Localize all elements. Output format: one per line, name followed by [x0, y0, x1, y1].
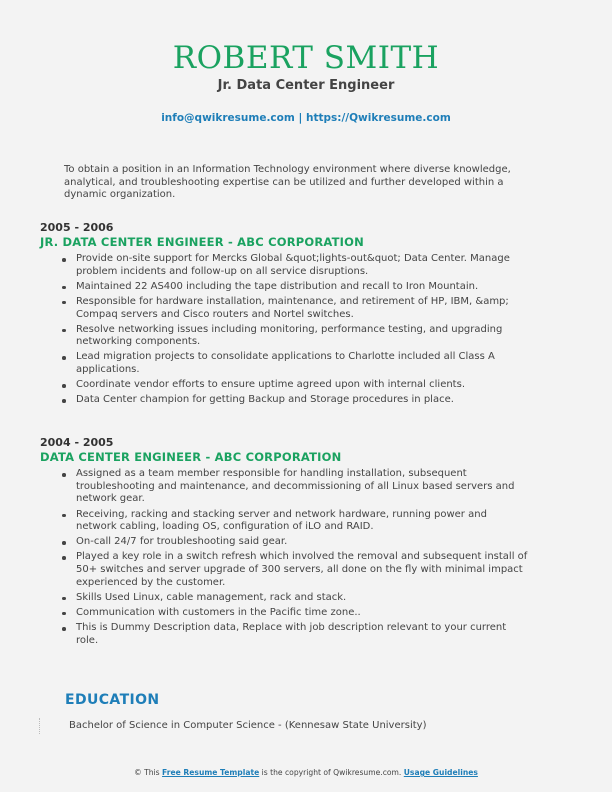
- education-heading: EDUCATION: [65, 692, 160, 708]
- usage-guidelines-link[interactable]: Usage Guidelines: [403, 768, 478, 777]
- duty-item: Played a key role in a switch refresh which involved the removal and subsequent install of 50+ switches and server upgrade of 300 servers, all done on the fly with minimal impact experienced by the customer.: [76, 551, 540, 589]
- candidate-name: ROBERT SMITH: [172, 40, 440, 76]
- education-divider: [39, 718, 41, 734]
- job-years: 2005 - 2006: [40, 221, 114, 234]
- duty-item: Lead migration projects to consolidate applications to Charlotte included all Class A applications.: [76, 351, 540, 376]
- objective-text: To obtain a position in an Information Technology environment where diverse knowledge, analytical, and troubleshooting expertise can be utilized and further developed within a dynamic organization.: [64, 164, 511, 200]
- duty-item: Receiving, racking and stacking server and network hardware, running power and network cabling, loading OS, configuration of iLO and RAID.: [76, 509, 540, 534]
- duty-item: Coordinate vendor efforts to ensure uptime agreed upon with internal clients.: [76, 379, 540, 392]
- website-link[interactable]: https://Qwikresume.com: [305, 112, 451, 124]
- job-years: 2004 - 2005: [40, 436, 114, 449]
- experience-entry-1: [40, 221, 540, 409]
- candidate-title: Jr. Data Center Engineer: [217, 78, 395, 93]
- free-resume-template-link[interactable]: Free Resume Template: [162, 768, 260, 777]
- footer-middle: is the copyright of Qwikresume.com.: [261, 768, 402, 777]
- duty-item: Responsible for hardware installation, maintenance, and retirement of HP, IBM, &amp; Compaq servers and Cisco routers and Nortel switches.: [76, 296, 540, 321]
- duty-item: Assigned as a team member responsible for handling installation, subsequent troubleshooting and maintenance, and decommissioning of all Linux based servers and network gear.: [76, 468, 540, 506]
- job-heading: DATA CENTER ENGINEER - ABC CORPORATION: [40, 450, 342, 464]
- duty-item: Provide on-site support for Mercks Global &quot;lights-out&quot; Data Center. Manage problem incidents and follow-up on all service disruptions.: [76, 253, 540, 278]
- duty-list: [40, 468, 540, 647]
- experience-entry-2: [40, 436, 540, 650]
- duty-item: Maintained 22 AS400 including the tape distribution and recall to Iron Mountain.: [76, 281, 540, 294]
- job-heading: JR. DATA CENTER ENGINEER - ABC CORPORATION: [40, 235, 364, 249]
- duty-item: On-call 24/7 for troubleshooting said gear.: [76, 536, 540, 549]
- duty-item: Communication with customers in the Pacific time zone..: [76, 607, 540, 620]
- duty-item: Data Center champion for getting Backup and Storage procedures in place.: [76, 394, 540, 407]
- duty-list: [40, 253, 540, 407]
- footer-prefix: © This: [134, 768, 160, 777]
- copyright-footer: [0, 768, 612, 778]
- contact-line: [0, 111, 612, 125]
- duty-item: Skills Used Linux, cable management, rack and stack.: [76, 592, 540, 605]
- education-entry: Bachelor of Science in Computer Science - (Kennesaw State University): [69, 720, 427, 731]
- contact-separator: |: [298, 112, 303, 124]
- duty-item: This is Dummy Description data, Replace with job description relevant to your current role.: [76, 622, 540, 647]
- duty-item: Resolve networking issues including monitoring, performance testing, and upgrading networking components.: [76, 324, 540, 349]
- email-link[interactable]: info@qwikresume.com: [161, 112, 295, 124]
